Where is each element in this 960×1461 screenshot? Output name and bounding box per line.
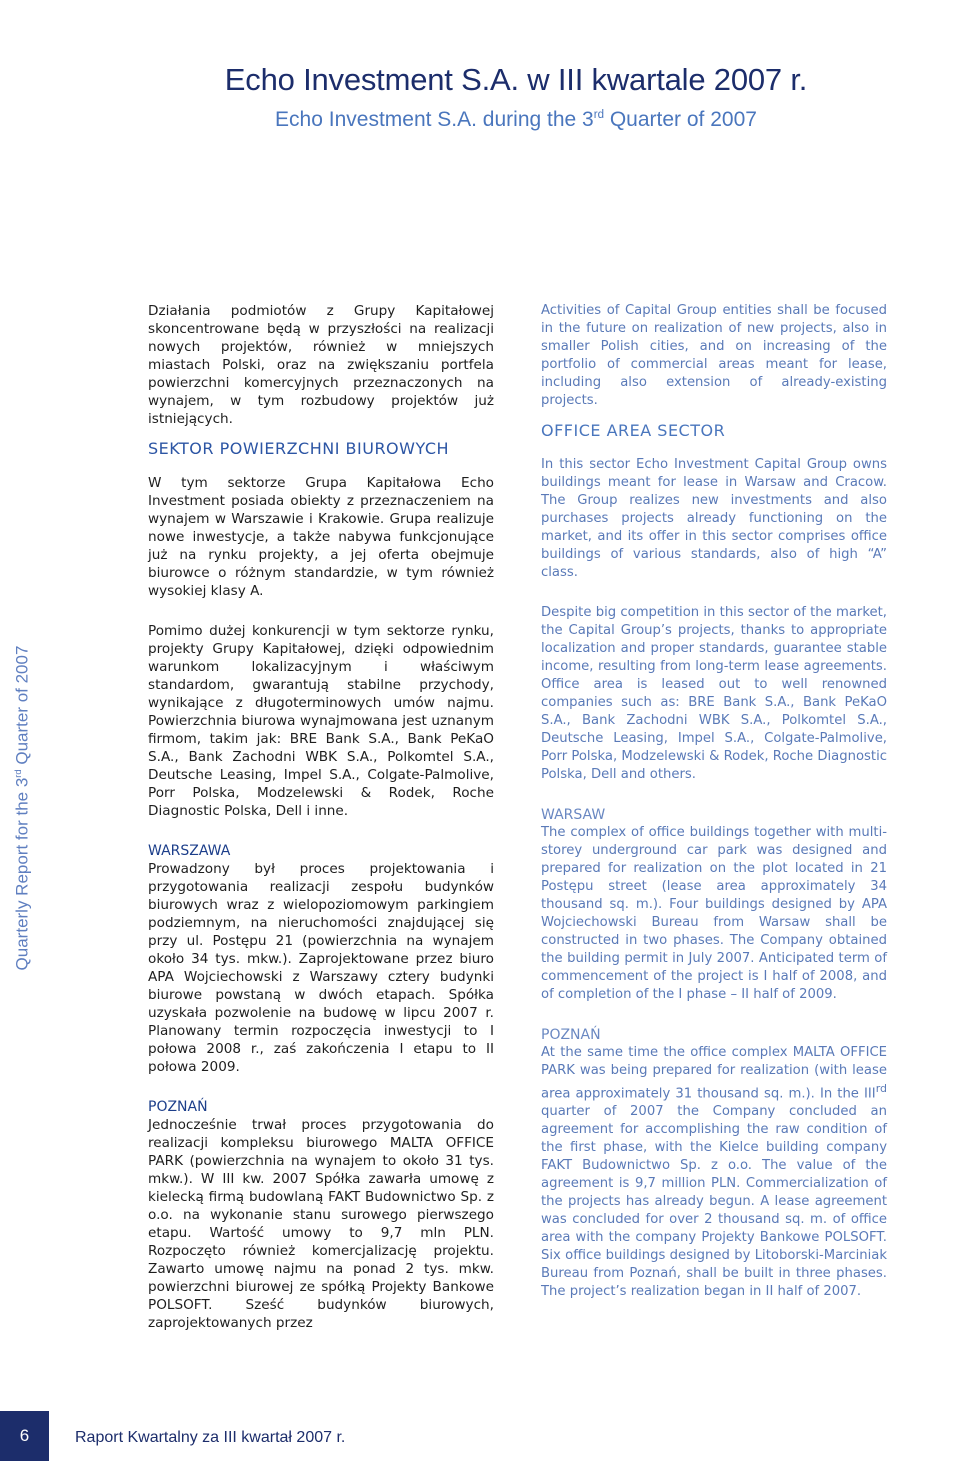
polish-poznan-text: Jednocześnie trwał proces przygotowania do realizacji kompleksu biurowego MALTA OFFICE PARK (powierzchnia na wynajem to około 31 tys. mkw.). W III kw. 2007 Spółka zawarła umowę z kielecką firmą budowlaną FAKT Budownictwo Sp. z o.o. na wykonanie stanu surowego pierwszego etapu. Wartość umowy to 9,7 mln PLN. Rozpoczęto również komercjalizację projektu. Zawarto umowę najmu na ponad 2 tys. mkw. powierzchni biurowej ze spółką Projekty Bankowe POLSOFT. Sześć budynków biurowych, zaprojektowanych przez bbox=[148, 1117, 494, 1331]
polish-intro: Działania podmiotów z Grupy Kapitałowej skoncentrowane będą w przyszłości na realizacji nowych projektów, również w mniejszych miastach Polski, oraz na zwiększaniu portfela powierzchni komercyjnych przeznaczonych na wynajem, w tym rozbudowy projektów już istniejących. bbox=[148, 303, 494, 427]
english-poznan-text: At the same time the office complex MALTA OFFICE PARK was being prepared for realization (with lease area approximately 31 thousand sq. m.). In the IIIrd quarter of 2007 the Company concluded an agreement for accomplishing the raw condition of the first phase, with the Kielce building company FAKT Budownictwo Sp. z o.o. The value of the agreement is 9,7 million PLN. Commercialization of the projects has already begun. A lease agreement was concluded for over 2 thousand sq. m. of office area with the company Projekty Bankowe POLSOFT. Six office buildings designed by Litoborski-Marciniak Bureau from Poznań, shall be built in three phases. The project’s realization began in II half of 2007. bbox=[541, 1045, 887, 1300]
polish-warsaw-text: Prowadzony był proces projektowania i przygotowania realizacji zespołu budynków biurowych wraz z wielopoziomowym parkingiem podziemnym, na nieruchomości znajdującej się przy ul. Postępu 21 (powierzchnia na wynajem około 34 tys. mkw.). Zaprojektowane przez biuro APA Wojciechowski z Warszawy cztery budynki biurowe powstaną w dwóch etapach. Spółka uzyskała pozwolenie na budowę w lipcu 2007 r. Planowany termin rozpoczęcia inwestycji to I połowa 2008 r., zaś zakończenia I etapu to II połowa 2009. bbox=[148, 861, 494, 1075]
english-warsaw-title: WARSAW bbox=[541, 807, 606, 823]
polish-section-title: SEKTOR POWIERZCHNI BIUROWYCH bbox=[148, 439, 450, 458]
polish-section-paragraph-1: W tym sektorze Grupa Kapitałowa Echo Investment posiada obiekty z przeznaczeniem na wynajem w Warszawie i Krakowie. Grupa realizuje nowe inwestycje, a także nabywa funkcjonujące już na rynku projekty, a jej oferta obejmuje biurowce o różnym standardzie, w tym również wysokiej klasy A. bbox=[148, 475, 494, 599]
english-section-paragraph-1: In this sector Echo Investment Capital Group owns buildings meant for lease in Warsaw and Cracow. The Group realizes new investments and also purchases projects already functioning on the market, and its offer in this sector comprises office buildings of various standards, also of high “A” class. bbox=[541, 457, 887, 580]
polish-column bbox=[148, 302, 494, 1332]
english-section-paragraph-2: Despite big competition in this sector of the market, the Capital Group’s projects, thanks to appropriate localization and proper standards, guarantee stable income, resulting from long-term lease agreements. Office area is leased out to well renowned companies such as: BRE Bank S.A., Bank PeKaO S.A., Bank Zachodni WBK S.A., Polkomtel S.A., Deutsche Leasing, Impel S.A., Colgate-Palmolive, Porr Polska, Modzelewski & Rodek, Roche Diagnostic Polska, Dell and others. bbox=[541, 605, 887, 782]
english-section-title: OFFICE AREA SECTOR bbox=[541, 421, 726, 440]
page-subtitle: Echo Investment S.A. during the 3rd Quarter of 2007 bbox=[275, 108, 757, 131]
english-column bbox=[541, 302, 887, 1301]
polish-warsaw-title: WARSZAWA bbox=[148, 843, 231, 859]
page-number: 6 bbox=[0, 1411, 49, 1461]
english-warsaw-text: The complex of office buildings together with multi-storey underground car park was designed and prepared for realization on the plot located in 21 Postępu street (lease area approximately 34 thousand sq. m.). Four buildings designed by APA Wojciechowski Bureau from Warsaw shall be constructed in two phases. The Company obtained the building permit in July 2007. Anticipated term of commencement of the project is I half of 2008, and of completion of the I phase – II half of 2009. bbox=[541, 825, 887, 1002]
page-title: Echo Investment S.A. w III kwartale 2007 r. bbox=[224, 62, 808, 97]
polish-section-paragraph-2: Pomimo dużej konkurencji w tym sektorze rynku, projekty Grupy Kapitałowej, dzięki odpowiednim warunkom lokalizacyjnym i właściwym standardom, gwarantują stabilne przychody, wynikające z długoterminowych umów najmu. Powierzchnia biurowa wynajmowana jest uznanym firmom, takim jak: BRE Bank S.A., Bank PeKaO S.A., Bank Zachodni WBK S.A., Polkomtel S.A., Deutsche Leasing, Impel S.A., Colgate-Palmolive, Porr Polska, Modzelewski & Rodek, Roche Diagnostic Polska, Dell i inne. bbox=[148, 623, 494, 819]
polish-poznan-title: POZNAŃ bbox=[148, 1099, 208, 1115]
english-poznan-title: POZNAŃ bbox=[541, 1027, 601, 1043]
footer-text: Raport Kwartalny za III kwartał 2007 r. bbox=[75, 1429, 346, 1446]
english-intro: Activities of Capital Group entities shall be focused in the future on realization of new projects, also in smaller Polish cities, and on increasing of the portfolio of commercial areas meant for lease, including also extension of already-existing projects. bbox=[541, 303, 887, 408]
side-running-label: Quarterly Report for the 3rd Quarter of 2007 bbox=[12, 645, 32, 971]
